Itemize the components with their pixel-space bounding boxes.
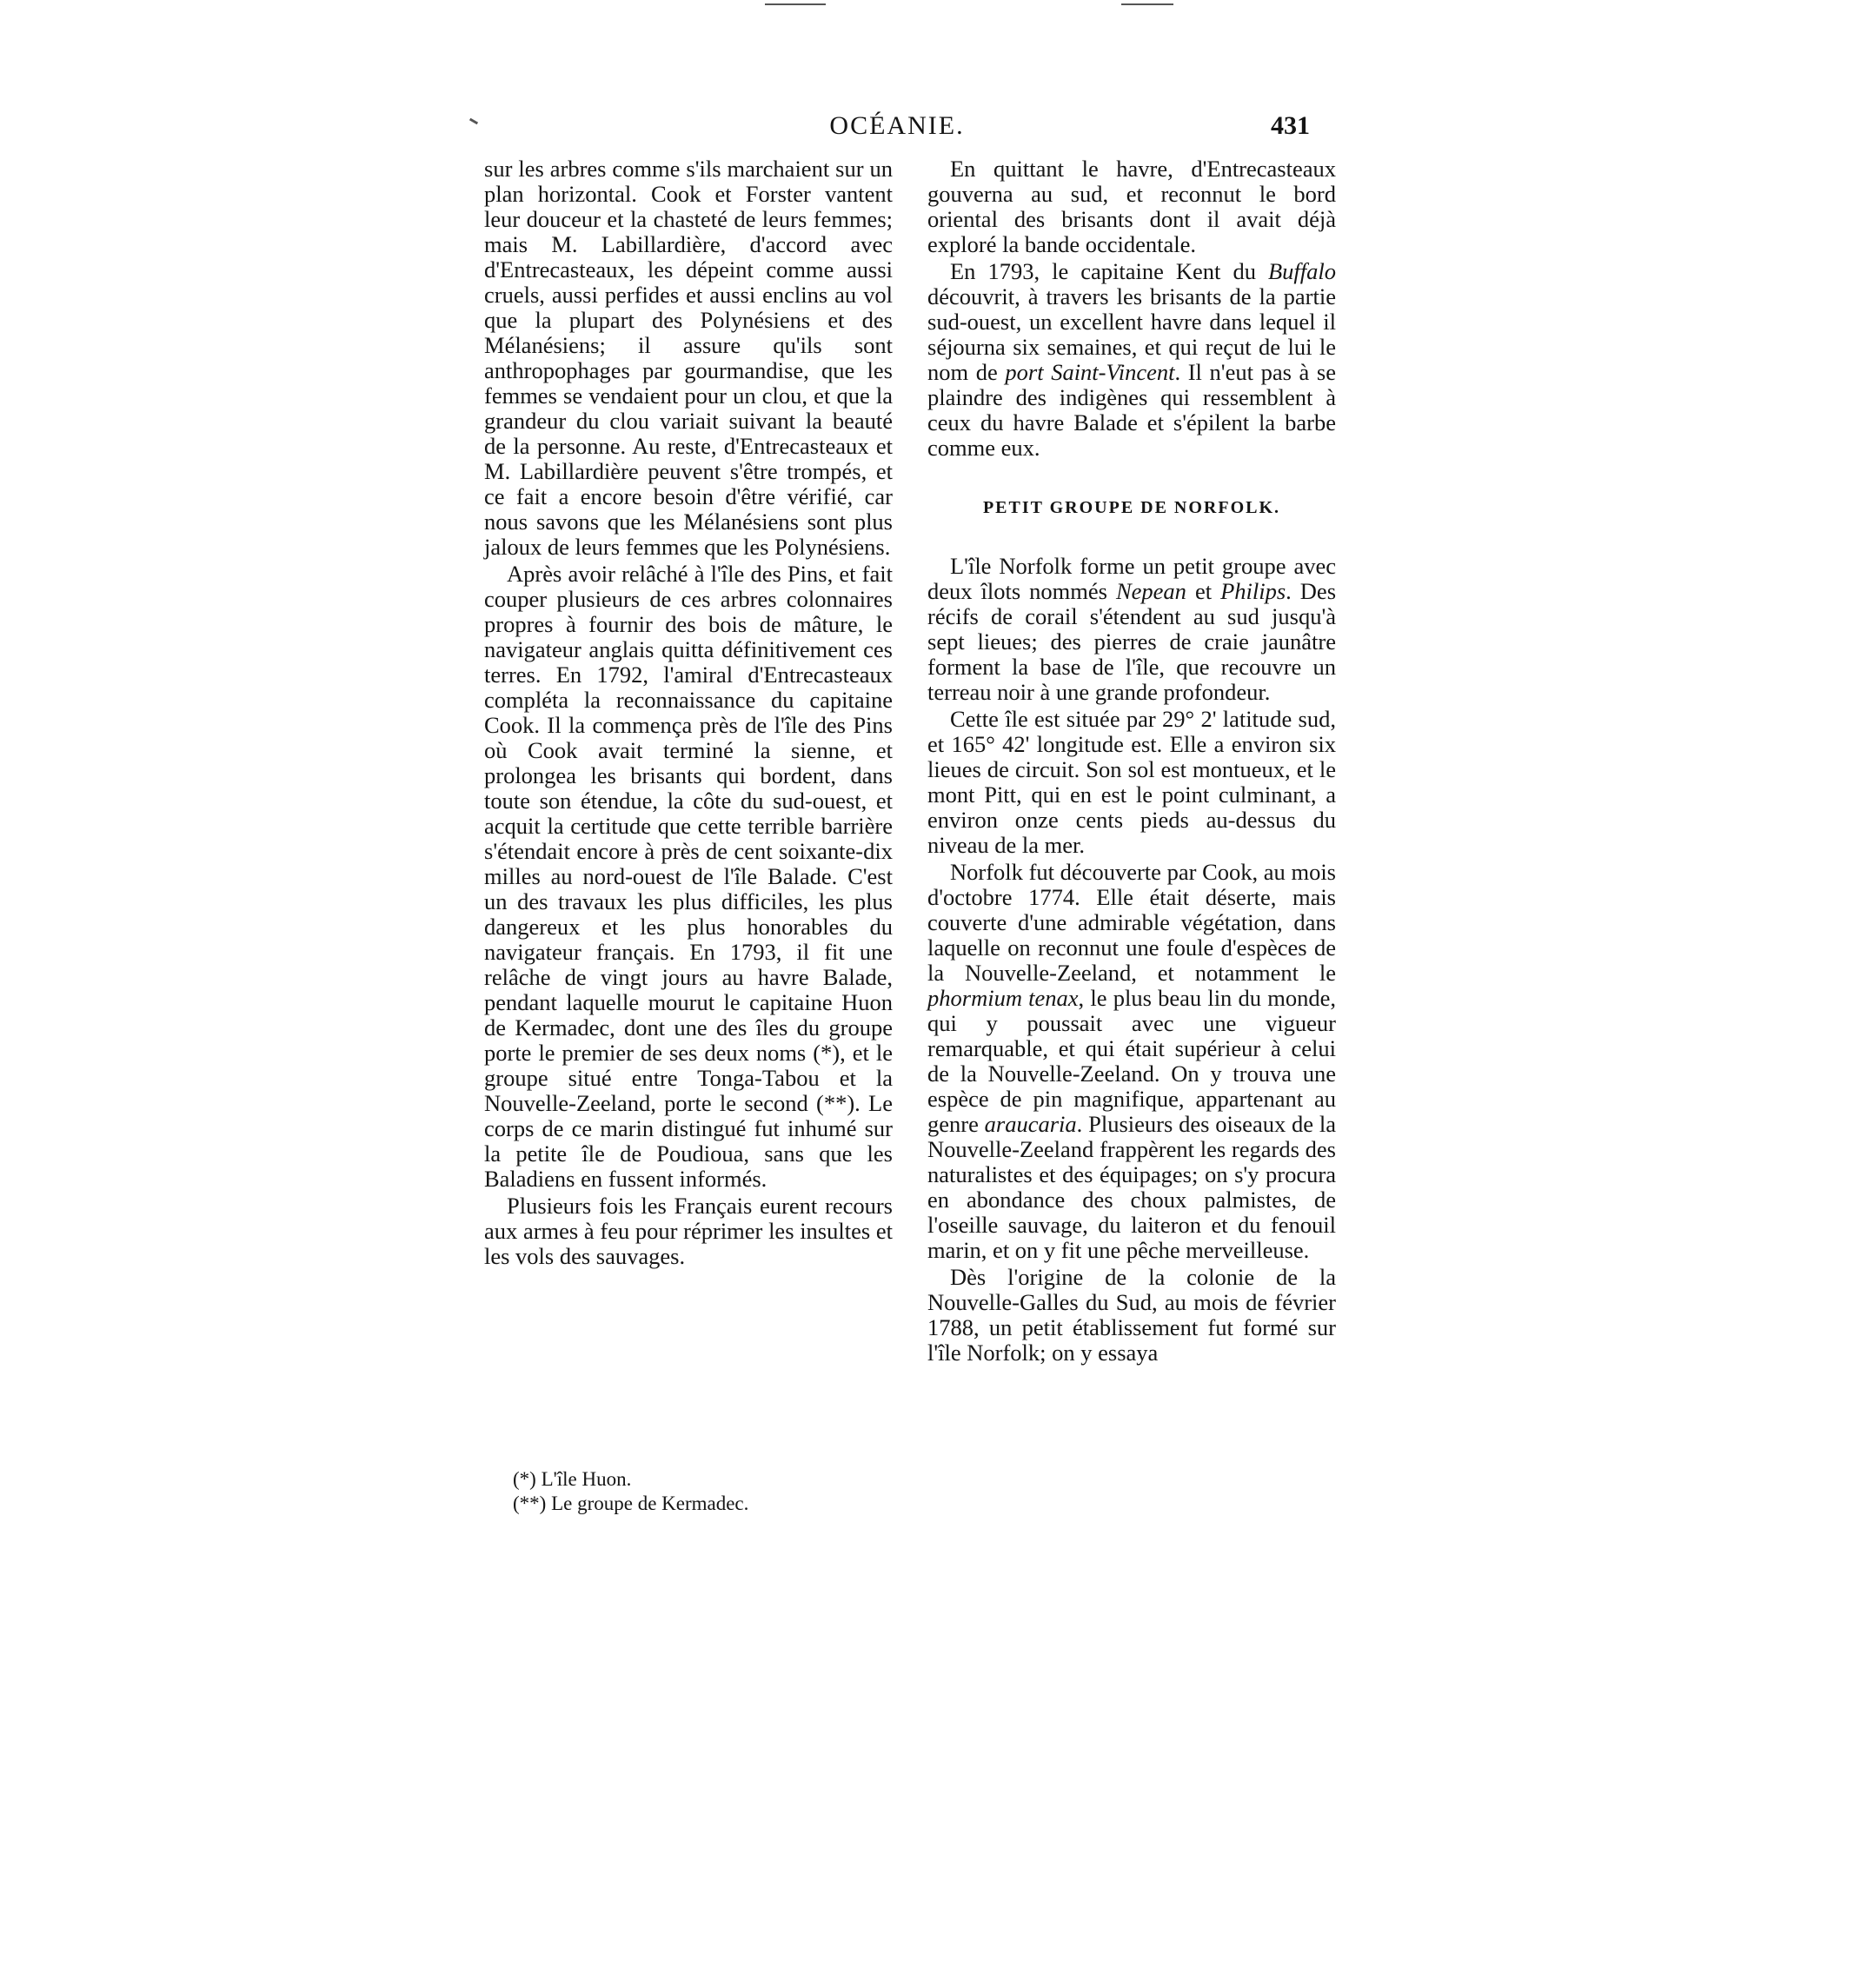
- text-run: L'île Norfolk forme un petit groupe avec deux îlots nommés: [927, 553, 1336, 604]
- page-number: 431: [1271, 111, 1310, 140]
- scan-mark: [1121, 3, 1173, 5]
- text-run: . Il n'eut pas à se plaindre des indigènes qui ressemblent à ceux du havre Balade et s'épilent la barbe comme eux.: [927, 359, 1336, 461]
- scan-mark: [469, 118, 478, 125]
- paragraph: [927, 554, 1336, 705]
- left-column: [484, 156, 893, 1269]
- running-title: OCÉANIE.: [829, 111, 965, 140]
- page-header: [484, 111, 1310, 146]
- text-run: . Des récifs de corail s'étendent au sud jusqu'à sept lieues; des pierres de craie jaunâtre forment la base de l'île, que recouvre un terreau noir à une grande profondeur.: [927, 578, 1337, 705]
- paragraph: [927, 259, 1336, 461]
- paragraph: Cette île est située par 29° 2' latitude sud, et 165° 42' longitude est. Elle a environ six lieues de circuit. Son sol est montueux, et le mont Pitt, qui en est le point culminant, a environ onze cents pieds au-dessus du niveau de la mer.: [927, 706, 1336, 858]
- section-heading: PETIT GROUPE DE NORFOLK.: [982, 498, 1281, 517]
- text-run: Norfolk fut découverte par Cook, au mois d'octobre 1774. Elle était déserte, mais couverte d'une admirable végétation, dans laquelle on reconnut une foule d'espèces de la Nouvelle-Zeeland, et notamment le: [927, 859, 1336, 986]
- text-run: découvrit, à travers les brisants de la partie sud-ouest, un excellent havre dans lequel il séjourna six semaines, et qui reçut de lui le nom de: [927, 283, 1336, 385]
- text-run: et: [1186, 578, 1221, 604]
- scan-mark: [765, 3, 826, 5]
- footnote: (*) L'île Huon.: [513, 1468, 632, 1490]
- text-run: , le plus beau lin du monde, qui y poussait avec une vigueur remarquable, et qui était supérieur à celui de la Nouvelle-Zeeland. On y trouva une espèce de pin magnifique, appartenant au genre: [927, 985, 1336, 1137]
- genus-name: araucaria: [984, 1111, 1077, 1137]
- text-run: En 1793, le capitaine Kent du: [950, 258, 1268, 284]
- paragraph: Après avoir relâché à l'île des Pins, et fait couper plusieurs de ces arbres colonnaires propres à fournir des bois de mâture, le navigateur anglais quitta définitivement ces terres. En 1792, l'amiral d'Entrecasteaux compléta la reconnaissance du capitaine Cook. Il la commença près de l'île des Pins où Cook avait terminé la sienne, et prolongea les brisants qui bordent, dans toute son étendue, la côte du sud-ouest, et acquit la certitude que cette terrible barrière s'étendait encore à près de cent soixante-dix milles au nord-ouest de l'île Balade. C'est un des travaux les plus difficiles, les plus dangereux et les plus honorables du navigateur français. En 1793, il fit une relâche de vingt jours au havre Balade, pendant laquelle mourut le capitaine Huon de Kermadec, dont une des îles du groupe porte le premier de ses deux noms (*), et le groupe situé entre Tonga-Tabou et la Nouvelle-Zeeland, porte le second (**). Le corps de ce marin distingué fut inhumé sur la petite île de Poudioua, sans que les Baladiens en fussent informés.: [484, 561, 893, 1192]
- paragraph: En quittant le havre, d'Entrecasteaux gouverna au sud, et reconnut le bord oriental des brisants dont il avait déjà exploré la bande occidentale.: [927, 156, 1336, 257]
- paragraph: Plusieurs fois les Français eurent recours aux armes à feu pour réprimer les insultes et les vols des sauvages.: [484, 1193, 893, 1269]
- paragraph: Dès l'origine de la colonie de la Nouvelle-Galles du Sud, au mois de février 1788, un petit établissement fut formé sur l'île Norfolk; on y essaya: [927, 1264, 1336, 1366]
- place-name: Philips: [1220, 578, 1286, 604]
- place-name: port Saint-Vincent: [1005, 359, 1175, 385]
- ship-name: Buffalo: [1267, 258, 1336, 284]
- species-name: phormium tenax: [927, 985, 1079, 1011]
- text-run: . Plusieurs des oiseaux de la Nouvelle-Zeeland frappèrent les regards des naturalistes et des équipages; on s'y procura en abondance des choux palmistes, de l'oseille sauvage, du laiteron et du fenouil marin, et on y fit une pêche merveilleuse.: [927, 1111, 1336, 1263]
- footnotes: [513, 1467, 878, 1516]
- paragraph: sur les arbres comme s'ils marchaient sur un plan horizontal. Cook et Forster vantent leur douceur et la chasteté de leurs femmes; mais M. Labillardière, d'accord avec d'Entrecasteaux, les dépeint comme aussi cruels, aussi perfides et aussi enclins au vol que la plupart des Polynésiens et des Mélanésiens; il assure qu'ils sont anthropophages par gourmandise, que les femmes se vendaient pour un clou, et que la grandeur du clou variait suivant la beauté de la personne. Au reste, d'Entrecasteaux et M. Labillardière peuvent s'être trompés, et ce fait a encore besoin d'être vérifié, car nous savons que les Mélanésiens sont plus jaloux de leurs femmes que les Polynésiens.: [484, 156, 893, 560]
- paragraph: [927, 860, 1336, 1263]
- right-column: [927, 156, 1336, 1366]
- place-name: Nepean: [1115, 578, 1186, 604]
- footnote: (**) Le groupe de Kermadec.: [513, 1493, 749, 1514]
